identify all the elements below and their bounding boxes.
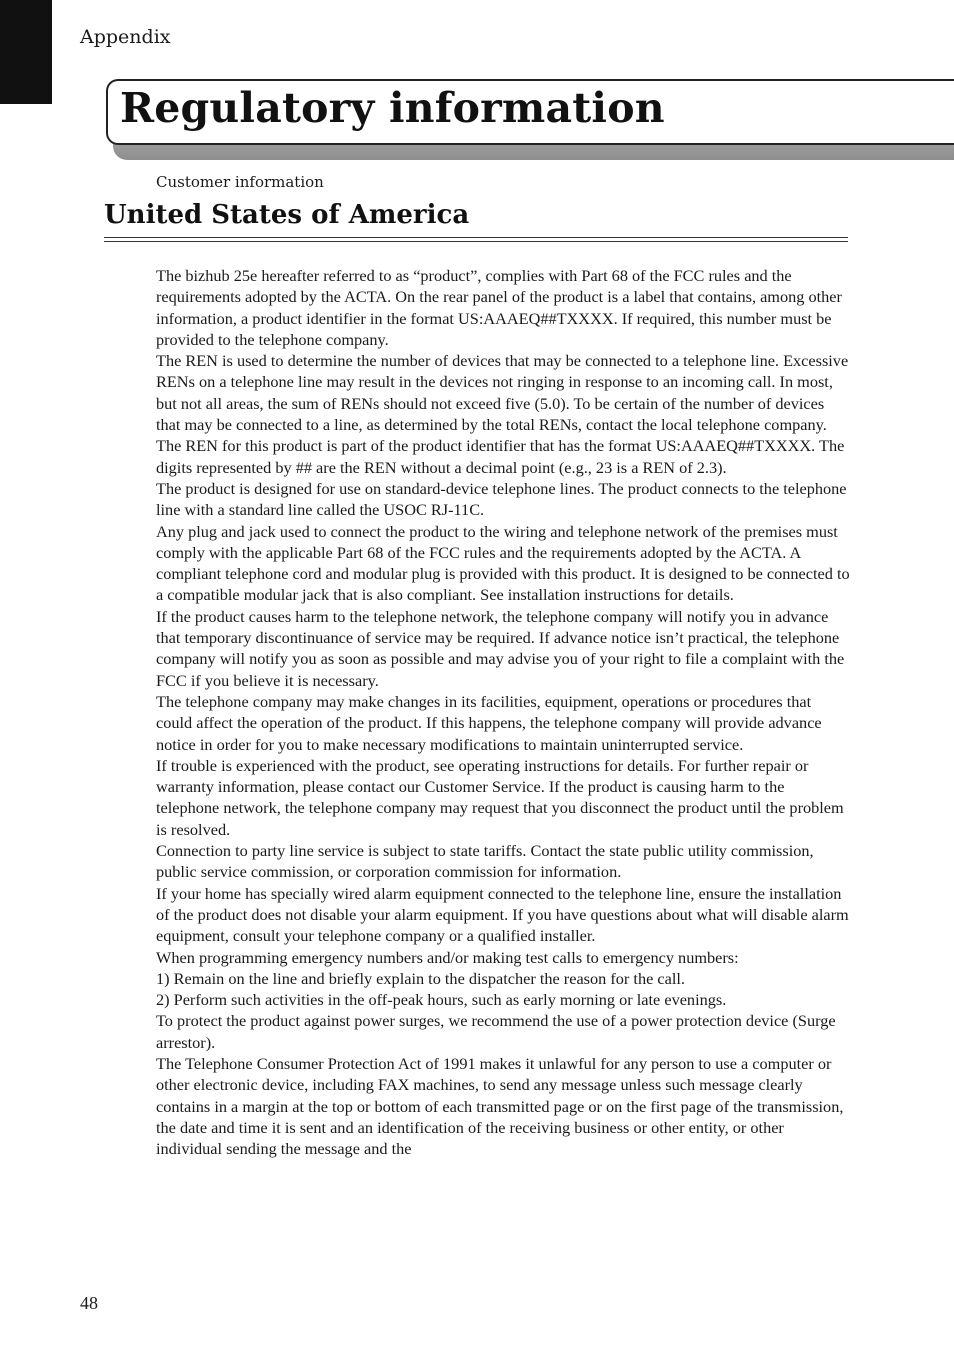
paragraph-surge: To protect the product against power surges, we recommend the use of a power protection device (Surge arrestor). — [156, 1011, 836, 1052]
page-title: Regulatory information — [120, 84, 665, 132]
heading-rule — [104, 237, 848, 242]
paragraph-emergency-step-1: 1) Remain on the line and briefly explain to the dispatcher the reason for the call. — [156, 968, 685, 988]
paragraph-party-line: Connection to party line service is subject to state tariffs. Contact the state public utility commission, public service commission, or corporation commission for information. — [156, 841, 814, 882]
paragraph-company-changes: The telephone company may make changes in its facilities, equipment, operations or procedures that could affect the operation of the product. If this happens, the telephone company will provide advance notice in order for you to make necessary modifications to maintain uninterrupted service. — [156, 691, 822, 754]
paragraph-trouble: If trouble is experienced with the product, see operating instructions for details. For further repair or warranty information, please contact our Customer Service. If the product is causing harm to the telephone network, the telephone company may request that you disconnect the product until the problem is resolved. — [156, 755, 844, 839]
body-text — [156, 265, 850, 1159]
country-heading: United States of America — [104, 200, 470, 230]
paragraph-alarm: If your home has specially wired alarm equipment connected to the telephone line, ensure the installation of the product does not disable your alarm equipment. If you have questions about what will disable alarm equipment, consult your telephone company or a qualified installer. — [156, 883, 849, 946]
paragraph-network-harm: If the product causes harm to the telephone network, the telephone company will notify you in advance that temporary discontinuance of service may be required. If advance notice isn’t practical, the telephone company will notify you as soon as possible and may advise you of your right to file a complaint with the FCC if you believe it is necessary. — [156, 606, 845, 690]
corner-tab — [0, 0, 52, 104]
section-label: Appendix — [80, 26, 171, 48]
paragraph-emergency-step-2: 2) Perform such activities in the off-peak hours, such as early morning or late evenings. — [156, 990, 727, 1010]
page-number: 48 — [80, 1293, 98, 1313]
paragraph-tcpa: The Telephone Consumer Protection Act of 1991 makes it unlawful for any person to use a computer or other electronic device, including FAX machines, to send any message unless such message clearly contains in a margin at the top or bottom of each transmitted page or on the first page of the transmission, the date and time it is sent and an identification of the receiving business or other entity, or other individual sending the message and the — [156, 1053, 844, 1159]
paragraph-emergency: When programming emergency numbers and/or making test calls to emergency numbers: — [156, 947, 739, 967]
paragraph-line-type: The product is designed for use on standard-device telephone lines. The product connects to the telephone line with a standard line called the USOC RJ-11C. — [156, 478, 847, 520]
paragraph-fcc-compliance: The bizhub 25e hereafter referred to as “product”, complies with Part 68 of the FCC rules and the requirements adopted by the ACTA. On the rear panel of the product is a label that contains, among other information, a product identifier in the format US:AAAEQ##TXXXX. If required, this number must be provided to the telephone company. — [156, 266, 842, 349]
subsection-label: Customer information — [156, 173, 324, 191]
paragraph-ren: The REN is used to determine the number of devices that may be connected to a telephone line. Excessive RENs on a telephone line may result in the devices not ringing in response to an incoming call. In most, but not all areas, the sum of RENs should not exceed five (5.0). To be certain of the number of devices that may be connected to a line, as determined by the total RENs, contact the local telephone company. The REN for this product is part of the product identifier that has the format US:AAAEQ##TXXXX. The digits represented by ## are the REN without a decimal point (e.g., 23 is a REN of 2.3). — [156, 351, 849, 477]
paragraph-plug-jack: Any plug and jack used to connect the product to the wiring and telephone network of the premises must comply with the applicable Part 68 of the FCC rules and the requirements adopted by the ACTA. A compliant telephone cord and modular plug is provided with this product. It is designed to be connected to a compatible modular jack that is also compliant. See installation instructions for details. — [156, 521, 850, 605]
